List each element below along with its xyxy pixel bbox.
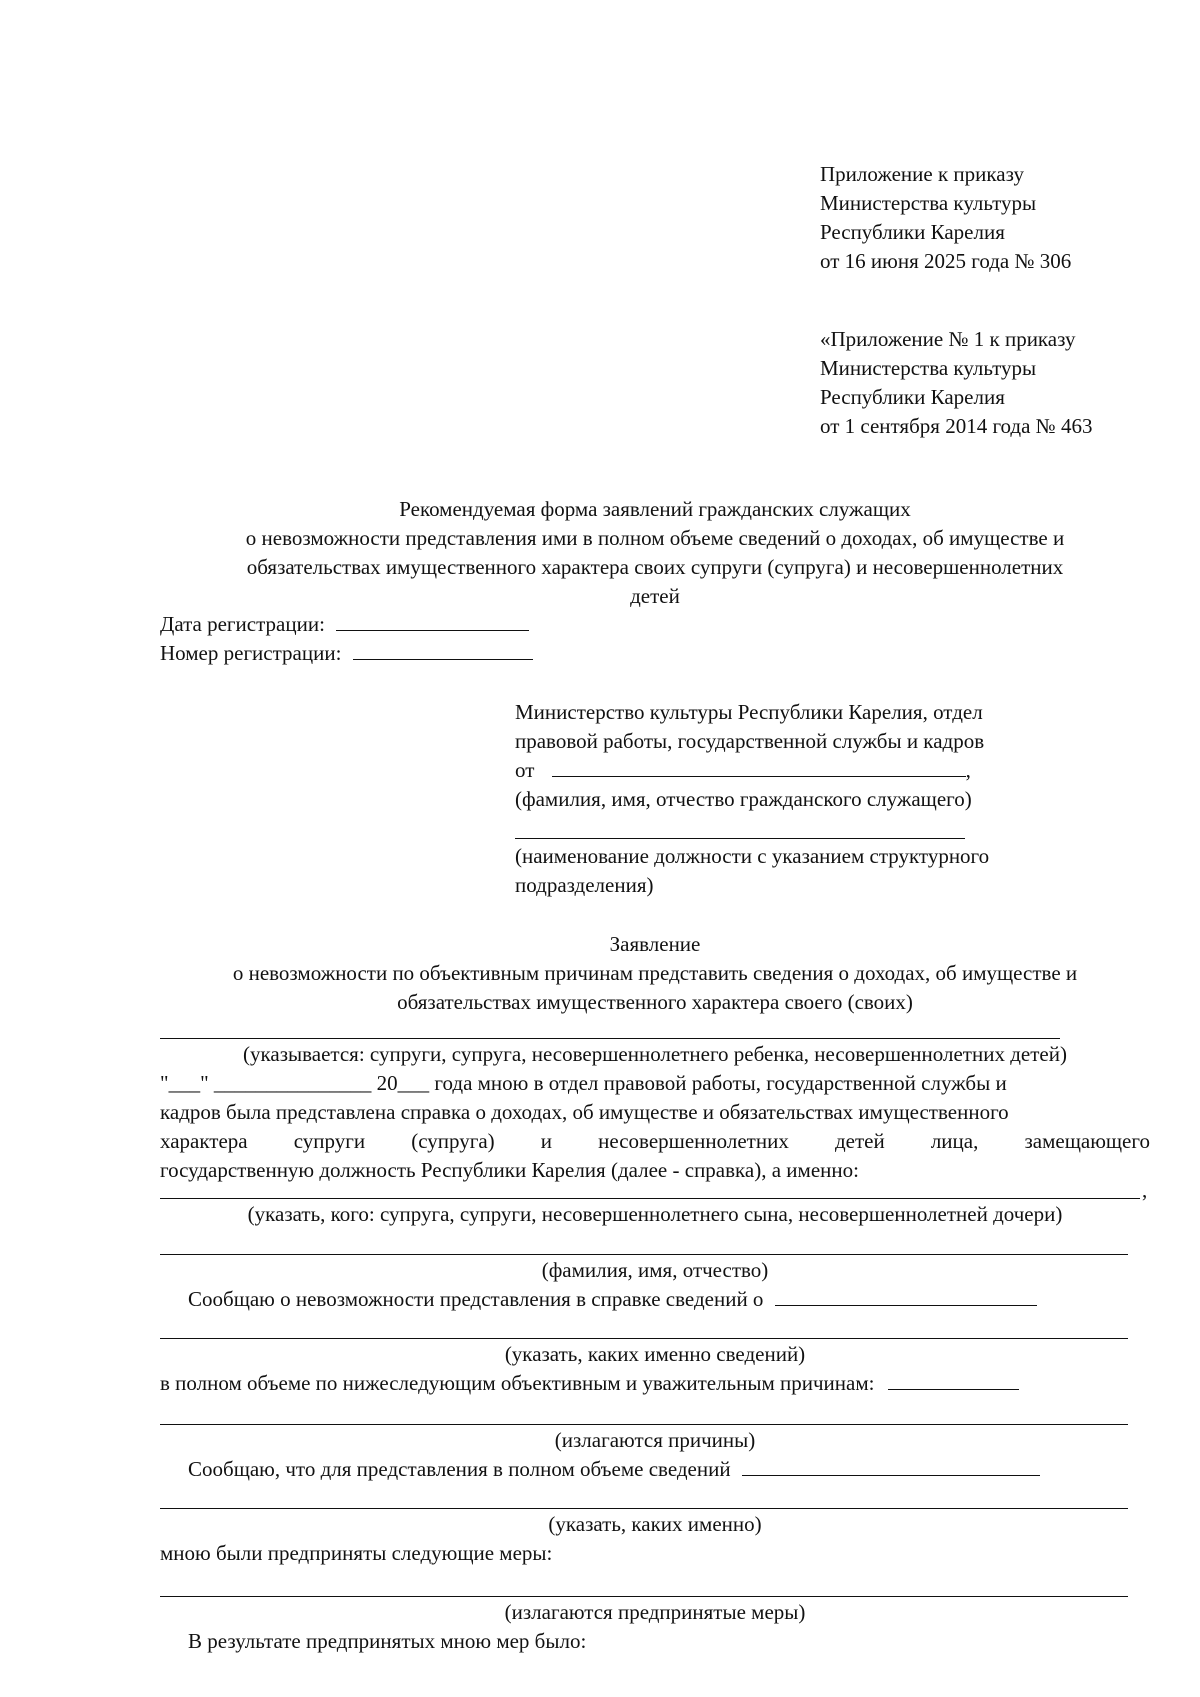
whose-hint: (указывается: супруги, супруга, несовершеннолетнего ребенка, несовершеннолетних детей): [243, 1042, 1067, 1066]
sender-name-field[interactable]: [552, 756, 966, 777]
which-hint: (указать, каких именно): [548, 1512, 762, 1536]
word: детей: [834, 1129, 885, 1153]
header-line: «Приложение № 1 к приказу: [820, 327, 1076, 351]
word: характера: [160, 1129, 248, 1153]
reasons-field[interactable]: [888, 1369, 1019, 1390]
addressee-block: [515, 698, 984, 814]
body-line: кадров была представлена справка о доходах, об имуществе и обязательствах имущественного: [160, 1100, 1009, 1124]
registration-number: [160, 639, 533, 668]
title-line: детей: [630, 584, 680, 608]
title-line: обязательствах имущественного характера своих супруги (супруга) и несовершеннолетних: [246, 555, 1064, 579]
word: несовершеннолетних: [598, 1129, 789, 1153]
position-hint: подразделения): [515, 873, 654, 897]
measures-intro-text: Сообщаю, что для представления в полном объеме сведений: [188, 1457, 731, 1481]
body-line-justified: [160, 1127, 1150, 1156]
who-hint: (указать, кого: супруга, супруги, несовершеннолетнего сына, несовершеннолетней дочери): [247, 1202, 1063, 1226]
reasons-line: [160, 1369, 1019, 1398]
which-field[interactable]: [160, 1508, 1128, 1509]
comma: ,: [1142, 1178, 1148, 1202]
measures-hint: (излагаются предпринятые меры): [504, 1600, 806, 1624]
word: и: [540, 1129, 553, 1153]
report-info-field[interactable]: [775, 1285, 1037, 1306]
which-info-field[interactable]: [160, 1338, 1128, 1339]
result-line: В результате предпринятых мною мер было:: [188, 1629, 587, 1653]
header-line: Министерства культуры: [820, 356, 1037, 380]
report-text: Сообщаю о невозможности представления в справке сведений о: [188, 1287, 764, 1311]
report-line: [188, 1285, 1037, 1314]
word: (супруга): [411, 1129, 495, 1153]
registration-number-field[interactable]: [353, 639, 533, 660]
relative-fio-field[interactable]: [160, 1254, 1128, 1255]
header-line: Министерства культуры: [820, 191, 1037, 215]
statement-body: [160, 1069, 1150, 1185]
body-line: государственную должность Республики Карелия (далее - справка), а именно:: [160, 1158, 859, 1182]
relative-fio-hint: (фамилия, имя, отчество): [541, 1258, 769, 1282]
registration-number-label: Номер регистрации:: [160, 641, 342, 665]
statement-subtitle: о невозможности по объективным причинам представить сведения о доходах, об имуществе и: [232, 961, 1078, 985]
statement-heading-block: [160, 930, 1150, 1017]
word: лица,: [930, 1129, 979, 1153]
header-line: от 1 сентября 2014 года № 463: [820, 414, 1093, 438]
reasons-text: в полном объеме по нижеследующим объективным и уважительным причинам:: [160, 1371, 875, 1395]
original-appendix-header: [820, 325, 1092, 441]
statement-subtitle: обязательствах имущественного характера своего (своих): [397, 990, 913, 1014]
addressee-line: правовой работы, государственной службы и кадров: [515, 729, 985, 753]
registration-date: [160, 610, 529, 639]
from-label: от: [515, 758, 535, 782]
position-hint: (наименование должности с указанием структурного: [515, 844, 990, 868]
word: супруги: [293, 1129, 366, 1153]
title-line: Рекомендуемая форма заявлений гражданских служащих: [399, 497, 911, 521]
header-line: Республики Карелия: [820, 220, 1005, 244]
position-hint-block: [515, 842, 989, 900]
header-line: Приложение к приказу: [820, 162, 1024, 186]
fio-hint: (фамилия, имя, отчество гражданского служащего): [515, 787, 972, 811]
addressee-line: Министерство культуры Республики Карелия, отдел: [515, 700, 983, 724]
comma: ,: [965, 758, 971, 782]
word: замещающего: [1024, 1129, 1150, 1153]
date-line: "___" _______________ 20___ года мною в отдел правовой работы, государственной службы и: [160, 1071, 1007, 1095]
addressee-from-line: [515, 756, 984, 785]
reasons-continuation-field[interactable]: [160, 1424, 1128, 1425]
who-field[interactable]: [160, 1198, 1140, 1199]
order-appendix-header: [820, 160, 1071, 276]
statement-heading: Заявление: [609, 932, 701, 956]
which-info-hint: (указать, каких именно сведений): [504, 1342, 806, 1366]
measures-intro-line: [188, 1455, 1040, 1484]
measures-field[interactable]: [160, 1596, 1128, 1597]
measures-info-field[interactable]: [742, 1455, 1040, 1476]
form-title: [160, 495, 1150, 611]
whose-field[interactable]: [160, 1038, 1060, 1039]
header-line: Республики Карелия: [820, 385, 1005, 409]
reasons-hint: (излагаются причины): [554, 1428, 756, 1452]
header-line: от 16 июня 2025 года № 306: [820, 249, 1072, 273]
registration-date-field[interactable]: [336, 610, 529, 631]
measures-line: мною были предприняты следующие меры:: [160, 1541, 553, 1565]
title-line: о невозможности представления ими в полном объеме сведений о доходах, об имуществе и: [245, 526, 1065, 550]
registration-date-label: Дата регистрации:: [160, 612, 325, 636]
position-field[interactable]: [515, 838, 965, 839]
